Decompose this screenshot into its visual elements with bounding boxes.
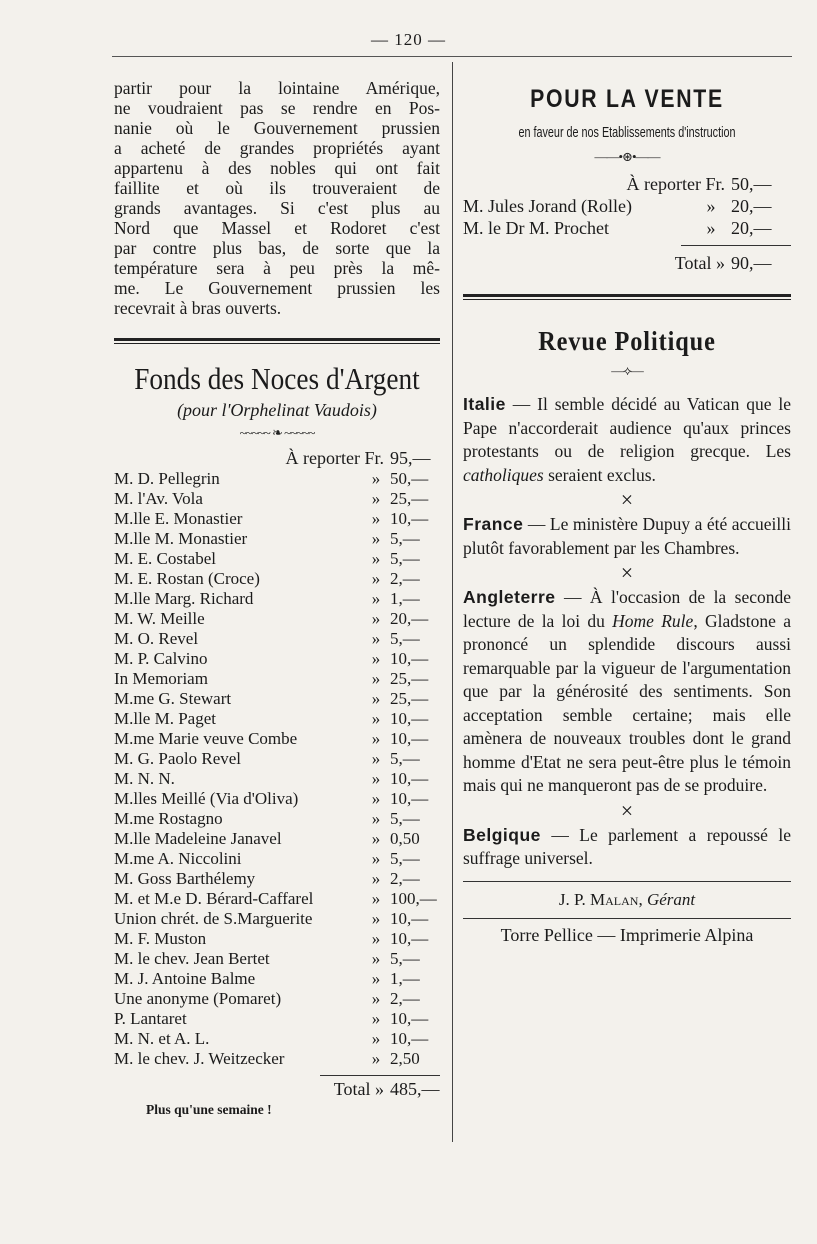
list-item	[114, 549, 440, 569]
manager-line	[463, 890, 791, 910]
list-item	[114, 929, 440, 949]
ditto-mark: »	[371, 809, 381, 828]
donor-name: M.lles Meillé (Via d'Oliva)	[114, 789, 299, 808]
donor-name: M. F. Muston	[114, 929, 207, 948]
vente-total-label: Total »	[674, 253, 725, 273]
manager-role: Gérant	[646, 889, 696, 909]
ditto-mark: »	[371, 929, 381, 948]
donor-amount: 5,—	[390, 849, 420, 868]
donor-amount: 2,—	[390, 569, 420, 588]
donor-name: M. N. et A. L.	[114, 1029, 210, 1048]
list-item	[114, 569, 440, 589]
donor-name: M. O. Revel	[114, 629, 199, 648]
ditto-mark: »	[371, 669, 381, 688]
revue-title: Revue Politique	[538, 326, 716, 356]
donor-amount: 10,—	[390, 649, 429, 668]
list-item	[114, 1009, 440, 1029]
list-item	[114, 729, 440, 749]
list-item	[114, 869, 440, 889]
donor-name: In Memoriam	[114, 669, 208, 688]
ditto-mark: »	[371, 569, 381, 588]
fonds-footnote: Plus qu'une semaine !	[146, 1102, 272, 1117]
ditto-mark: »	[371, 889, 381, 908]
news-item	[463, 393, 791, 487]
ditto-mark: »	[371, 509, 381, 528]
ditto-mark: »	[371, 489, 381, 508]
ditto-mark: »	[371, 769, 381, 788]
continuation-line: recevrait à bras ouverts.	[114, 298, 282, 318]
news-text: — Il semble décidé au Vatican que le Pape n'accorderait audience qu'aux princes protestants ou de religion grecque. Les	[463, 394, 791, 461]
donor-amount: 2,—	[390, 989, 420, 1008]
continuation-line: partir pour la lointaine Amérique,	[114, 78, 440, 98]
donor-name: M. P. Calvino	[114, 649, 208, 668]
news-country: Belgique	[463, 824, 541, 845]
ditto-mark: »	[371, 729, 381, 748]
list-item	[114, 769, 440, 789]
vente-subtitle: en faveur de nos Etablissements d'instruction	[518, 124, 736, 141]
vente-report-amount: 50,—	[731, 174, 772, 194]
donor-amount: 5,—	[390, 629, 420, 648]
donor-name: M.me G. Stewart	[114, 689, 232, 708]
list-item	[114, 1049, 440, 1069]
donor-amount: 2,—	[390, 869, 420, 888]
donor-name: M. D. Pellegrin	[114, 469, 220, 488]
list-item	[114, 589, 440, 609]
news-country: Italie	[463, 394, 506, 414]
donor-amount: 10,—	[390, 769, 429, 788]
donor-amount: 1,—	[390, 969, 420, 988]
donor-amount: 2,50	[390, 1049, 420, 1068]
news-emphasis: Home Rule	[612, 610, 694, 631]
list-item	[114, 789, 440, 809]
ditto-mark: »	[371, 749, 381, 768]
list-item	[114, 809, 440, 829]
donor-name: M. Goss Barthélemy	[114, 869, 256, 888]
donor-name: M.lle M. Monastier	[114, 529, 248, 548]
news-emphasis: catholiques	[463, 464, 544, 485]
list-item	[114, 909, 440, 929]
donor-amount: 10,—	[390, 929, 429, 948]
ditto-mark: »	[371, 949, 381, 968]
donor-amount: 10,—	[390, 1029, 429, 1048]
revue-items	[463, 393, 791, 871]
fonds-report-amount: 95,—	[390, 448, 431, 468]
donor-amount: 10,—	[390, 909, 429, 928]
list-item	[114, 649, 440, 669]
donor-name: M. N. N.	[114, 769, 175, 788]
list-item	[114, 489, 440, 509]
donor-amount: 10,—	[390, 729, 429, 748]
donor-name: M. le chev. Jean Bertet	[114, 949, 270, 968]
ditto-mark: »	[371, 589, 381, 608]
fonds-donor-list	[114, 469, 440, 1069]
vente-ornament: ——•⊛•——	[594, 149, 660, 164]
donor-amount: 5,—	[390, 949, 420, 968]
donor-name: M. E. Rostan (Croce)	[114, 569, 260, 588]
list-item	[114, 709, 440, 729]
ditto-mark: »	[371, 629, 381, 648]
ditto-mark: »	[371, 529, 381, 548]
donor-name: M. E. Costabel	[114, 549, 216, 568]
fonds-ornament: ~~~~~ ❧ ~~~~~	[239, 425, 315, 440]
donor-name: M. le chev. J. Weitzecker	[114, 1049, 285, 1068]
cross-separator: ×	[620, 560, 634, 585]
donor-amount: 10,—	[390, 789, 429, 808]
total-rule	[320, 1075, 440, 1076]
vente-donor-list	[463, 195, 791, 239]
donor-name: M.lle M. Paget	[114, 709, 216, 728]
continuation-line: appartenu à des nobles qui ont fait	[114, 158, 440, 178]
continuation-line: a acheté de grandes propriétés ayant	[114, 138, 440, 158]
page-number: — 120 —	[371, 30, 446, 49]
ditto-mark: »	[371, 829, 381, 848]
donor-name: M. J. Antoine Balme	[114, 969, 256, 988]
ditto-mark: »	[371, 849, 381, 868]
continuation-line: grands avantages. Si c'est plus au	[114, 198, 440, 218]
revue-ornament: —⟡—	[611, 363, 643, 378]
ditto-mark: »	[371, 909, 381, 928]
fonds-total-amount: 485,—	[390, 1079, 440, 1099]
donor-name: M. et M.e D. Bérard-Caffarel	[114, 889, 314, 908]
list-item	[114, 609, 440, 629]
continuation-line: me. Le Gouvernement prussien les	[114, 278, 440, 298]
list-item	[114, 469, 440, 489]
ditto-mark: »	[371, 989, 381, 1008]
ditto-mark: »	[371, 689, 381, 708]
ditto-mark: »	[371, 969, 381, 988]
news-text: — À l'occasion de la seconde lecture de la loi du	[463, 587, 791, 631]
vente-total-rule	[681, 245, 791, 246]
ditto-mark: »	[371, 649, 381, 668]
donor-amount: 20,—	[390, 609, 429, 628]
donor-amount: 100,—	[390, 889, 437, 908]
list-item	[114, 849, 440, 869]
news-country: Angleterre	[463, 587, 556, 607]
ditto-mark: »	[371, 549, 381, 568]
list-item	[114, 989, 440, 1009]
donor-amount: 20,—	[731, 196, 772, 216]
list-item	[114, 669, 440, 689]
donor-name: M.me Marie veuve Combe	[114, 729, 298, 748]
list-item	[114, 1029, 440, 1049]
donor-name: M.lle Marg. Richard	[114, 589, 254, 608]
continuation-line: température sera à peu près la mê-	[114, 258, 440, 278]
news-text: — Le ministère Dupuy a été accueilli plutôt favorablement par les Chambres.	[463, 514, 791, 558]
donor-amount: 5,—	[390, 529, 420, 548]
ditto-mark: »	[371, 469, 381, 488]
donor-name: M.me A. Niccolini	[114, 849, 242, 868]
donor-name: M. le Dr M. Prochet	[463, 218, 609, 238]
donor-name: M. l'Av. Vola	[114, 489, 203, 508]
donor-name: Union chrét. de S.Marguerite	[114, 909, 313, 928]
donor-amount: 10,—	[390, 509, 429, 528]
cross-separator: ×	[620, 487, 634, 512]
donor-amount: 25,—	[390, 689, 429, 708]
continuation-line: faillite et où ils trouveraient de	[114, 178, 440, 198]
list-item	[114, 829, 440, 849]
list-item	[114, 529, 440, 549]
ditto-mark: »	[706, 196, 716, 216]
fonds-total-label: Total »	[333, 1079, 384, 1099]
donor-amount: 5,—	[390, 549, 420, 568]
ditto-mark: »	[706, 218, 716, 238]
vente-title: POUR LA VENTE	[530, 85, 724, 113]
ditto-mark: »	[371, 709, 381, 728]
donor-amount: 25,—	[390, 489, 429, 508]
fonds-total-row	[114, 1078, 440, 1100]
continuation-paragraph	[114, 78, 440, 318]
donor-amount: 50,—	[390, 469, 429, 488]
news-country: France	[463, 514, 524, 534]
ditto-mark: »	[371, 869, 381, 888]
vente-total-amount: 90,—	[731, 253, 772, 273]
fonds-report-label: À reporter Fr.	[285, 448, 384, 468]
list-item	[114, 509, 440, 529]
ditto-mark: »	[371, 1009, 381, 1028]
donor-name: P. Lantaret	[114, 1009, 187, 1028]
list-item	[114, 749, 440, 769]
continuation-line: nanie où le Gouvernement prussien	[114, 118, 440, 138]
fonds-subtitle: (pour l'Orphelinat Vaudois)	[177, 400, 377, 420]
donor-name: M.lle Madeleine Janavel	[114, 829, 282, 848]
list-item	[114, 949, 440, 969]
left-column	[114, 78, 440, 1118]
continuation-line: par contre plus bas, de sorte que la	[114, 238, 440, 258]
list-item	[114, 969, 440, 989]
list-item	[114, 889, 440, 909]
fonds-title: Fonds des Noces d'Argent	[134, 361, 420, 396]
printer-line: Torre Pellice — Imprimerie Alpina	[500, 924, 754, 945]
list-item	[463, 195, 791, 217]
donor-amount: 5,—	[390, 809, 420, 828]
manager-name: J. P. Malan,	[558, 889, 643, 909]
right-column	[463, 78, 791, 946]
continuation-line: Nord que Massel et Rodoret c'est	[114, 218, 440, 238]
continuation-line: ne voudraient pas se rendre en Pos-	[114, 98, 440, 118]
news-item	[463, 586, 791, 798]
news-text-after: seraient exclus.	[543, 464, 656, 485]
donor-name: M. Jules Jorand (Rolle)	[463, 196, 632, 216]
donor-amount: 10,—	[390, 1009, 429, 1028]
donor-name: M.lle E. Monastier	[114, 509, 243, 528]
news-text: — Le parlement a repoussé le suffrage universel.	[463, 824, 791, 868]
column-divider	[452, 62, 453, 1142]
ditto-mark: »	[371, 609, 381, 628]
top-rule	[112, 56, 792, 57]
vente-total-row	[463, 252, 791, 274]
cross-separator: ×	[620, 797, 634, 823]
news-item	[463, 824, 791, 871]
news-text-after: , Gladstone a prononcé un splendide discours aussi remarquable par la vigueur de l'argumentation que par la générosité des sentiments. Son acceptation semble certaine; mais elle amènera de nouveaux troubles dont le grand homme d'Etat ne sera peut-être plus le témoin mais qui ne manqueront pas de se produire.	[463, 610, 791, 795]
donor-name: Une anonyme (Pomaret)	[114, 989, 282, 1008]
donor-amount: 20,—	[731, 218, 772, 238]
fonds-report-row	[114, 447, 440, 469]
donor-amount: 1,—	[390, 589, 420, 608]
list-item	[463, 217, 791, 239]
donor-name: M. G. Paolo Revel	[114, 749, 242, 768]
ditto-mark: »	[371, 789, 381, 808]
donor-amount: 5,—	[390, 749, 420, 768]
ditto-mark: »	[371, 1049, 381, 1068]
vente-report-label: À reporter Fr.	[626, 174, 725, 194]
list-item	[114, 629, 440, 649]
list-item	[114, 689, 440, 709]
donor-name: M. W. Meille	[114, 609, 205, 628]
donor-name: M.me Rostagno	[114, 809, 223, 828]
ditto-mark: »	[371, 1029, 381, 1048]
vente-report-row	[463, 173, 791, 195]
donor-amount: 25,—	[390, 669, 429, 688]
news-item	[463, 513, 791, 560]
donor-amount: 0,50	[390, 829, 420, 848]
donor-amount: 10,—	[390, 709, 429, 728]
